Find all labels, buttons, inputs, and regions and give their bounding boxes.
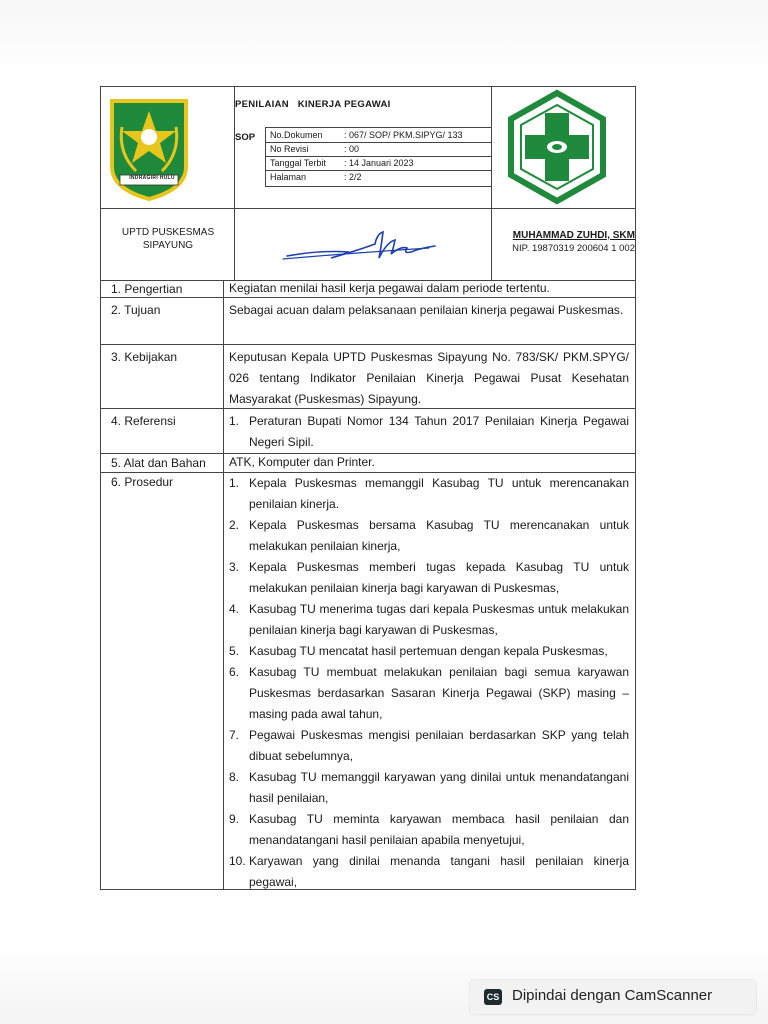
list-item-text: Kepala Puskesmas memberi tugas kepada Kasubag TU untuk melakukan penilaian kinerja bagi karyawan di Puskesmas, xyxy=(249,560,629,595)
signature-icon xyxy=(279,226,439,266)
list-item-text: Kasubag TU membuat melakukan penilaian bagi semua karyawan Puskesmas berdasarkan Sasaran Kinerja Pegawai (SKP) masing – masing pada awal tahun, xyxy=(249,665,629,721)
head-nip: NIP. 19870319 200604 1 002 xyxy=(512,243,635,254)
meta-key: Halaman xyxy=(270,172,307,182)
list-item-number: 1. xyxy=(229,414,240,428)
row-label: 6. Prosedur xyxy=(111,475,174,489)
camscanner-icon: CS xyxy=(484,989,502,1005)
list-item-text: Kepala Puskesmas bersama Kasubag TU merencanakan untuk melakukan penilaian kinerja, xyxy=(249,518,629,553)
list-item-text: Kasubag TU meminta karyawan membaca hasil penilaian dan menandatangani hasil penilaian apabila menyetujui, xyxy=(249,812,629,847)
organization-line-1: UPTD PUSKESMAS xyxy=(121,227,215,238)
list-item-text: Kasubag TU menerima tugas dari kepala Puskesmas untuk melakukan penilaian kinerja bagi karyawan di Puskesmas, xyxy=(249,602,629,637)
puskesmas-logo-icon xyxy=(505,89,609,205)
camscanner-watermark xyxy=(470,980,756,1014)
row-kebijakan xyxy=(101,345,635,409)
list-item xyxy=(229,725,629,767)
list-item xyxy=(229,515,629,557)
row-content: Kegiatan menilai hasil kerja pegawai dalam periode tertentu. xyxy=(229,281,550,295)
organization-line-2: SIPAYUNG xyxy=(142,240,194,251)
meta-value: : 067/ SOP/ PKM.SIPYG/ 133 xyxy=(344,130,463,140)
meta-value: : 14 Januari 2023 xyxy=(344,158,414,168)
row-content: ATK, Komputer dan Printer. xyxy=(229,455,375,469)
organization-name xyxy=(109,226,227,252)
document-meta-table xyxy=(265,127,492,187)
row-content xyxy=(229,411,629,453)
list-item-text: Karyawan yang dinilai menanda tangani hasil penilaian kinerja pegawai, xyxy=(249,854,629,889)
header-top xyxy=(101,87,635,209)
header-middle xyxy=(101,208,635,281)
procedure-list xyxy=(229,473,629,893)
list-item-number: 2. xyxy=(229,518,240,532)
meta-value: : 2/2 xyxy=(344,172,362,182)
list-item-text: Kasubag TU mencatat hasil pertemuan dengan kepala Puskesmas, xyxy=(249,644,608,658)
list-item-number: 9. xyxy=(229,812,240,826)
list-item xyxy=(229,767,629,809)
list-item-number: 8. xyxy=(229,770,240,784)
list-item-number: 4. xyxy=(229,602,240,616)
list-item-text: Peraturan Bupati Nomor 134 Tahun 2017 Penilaian Kinerja Pegawai Negeri Sipil. xyxy=(249,414,629,449)
list-item xyxy=(229,599,629,641)
row-prosedur xyxy=(101,473,635,889)
row-label: 5. Alat dan Bahan xyxy=(111,456,206,470)
row-content xyxy=(229,473,629,893)
list-item-text: Pegawai Puskesmas mengisi penilaian berdasarkan SKP yang telah dibuat sebelumnya, xyxy=(249,728,629,763)
head-name: MUHAMMAD ZUHDI, SKM xyxy=(512,230,635,241)
list-item-number: 6. xyxy=(229,665,240,679)
list-item xyxy=(229,641,629,662)
list-item xyxy=(229,809,629,851)
meta-value: : 00 xyxy=(344,144,360,154)
row-label: 2. Tujuan xyxy=(111,303,161,317)
list-item-number: 3. xyxy=(229,560,240,574)
row-label: 3. Kebijakan xyxy=(111,350,178,364)
list-item-number: 1. xyxy=(229,476,240,490)
meta-key: No.Dokumen xyxy=(270,130,323,140)
sop-document xyxy=(100,86,636,890)
list-item-number: 5. xyxy=(229,644,240,658)
row-label: 1. Pengertian xyxy=(111,282,183,296)
list-item xyxy=(229,851,629,893)
regency-logo-icon xyxy=(108,97,190,201)
list-item-text: Kasubag TU memanggil karyawan yang dinilai untuk menandatangani hasil penilaian, xyxy=(249,770,629,805)
regency-logo-ribbon-text: INDRAGIRI HULU xyxy=(129,175,175,181)
sop-label: SOP xyxy=(235,132,256,143)
list-item-text: Kepala Puskesmas memanggil Kasubag TU untuk merencanakan penilaian kinerja. xyxy=(249,476,629,511)
row-referensi xyxy=(101,409,635,454)
row-pengertian xyxy=(101,280,635,298)
list-item xyxy=(229,411,629,453)
header-divider-left xyxy=(234,208,235,280)
meta-key: Tanggal Terbit xyxy=(270,158,326,168)
list-item xyxy=(229,557,629,599)
list-item-number: 10. xyxy=(229,854,246,868)
document-title: PENILAIAN KINERJA PEGAWAI xyxy=(235,99,391,110)
row-content: Keputusan Kepala UPTD Puskesmas Sipayung No. 783/SK/ PKM.SPYG/ 026 tentang Indikator Penilaian Kinerja Pegawai Pusat Kesehatan Masyarakat (Puskesmas) Sipayung. xyxy=(229,350,629,406)
row-label: 4. Referensi xyxy=(111,414,176,428)
row-tujuan xyxy=(101,298,635,345)
row-content: Sebagai acuan dalam pelaksanaan penilaian kinerja pegawai Puskesmas. xyxy=(229,303,624,317)
list-item xyxy=(229,473,629,515)
camscanner-text: Dipindai dengan CamScanner xyxy=(512,987,713,1004)
meta-key: No Revisi xyxy=(270,144,309,154)
list-item xyxy=(229,662,629,725)
row-alat-bahan xyxy=(101,454,635,473)
list-item-number: 7. xyxy=(229,728,240,742)
